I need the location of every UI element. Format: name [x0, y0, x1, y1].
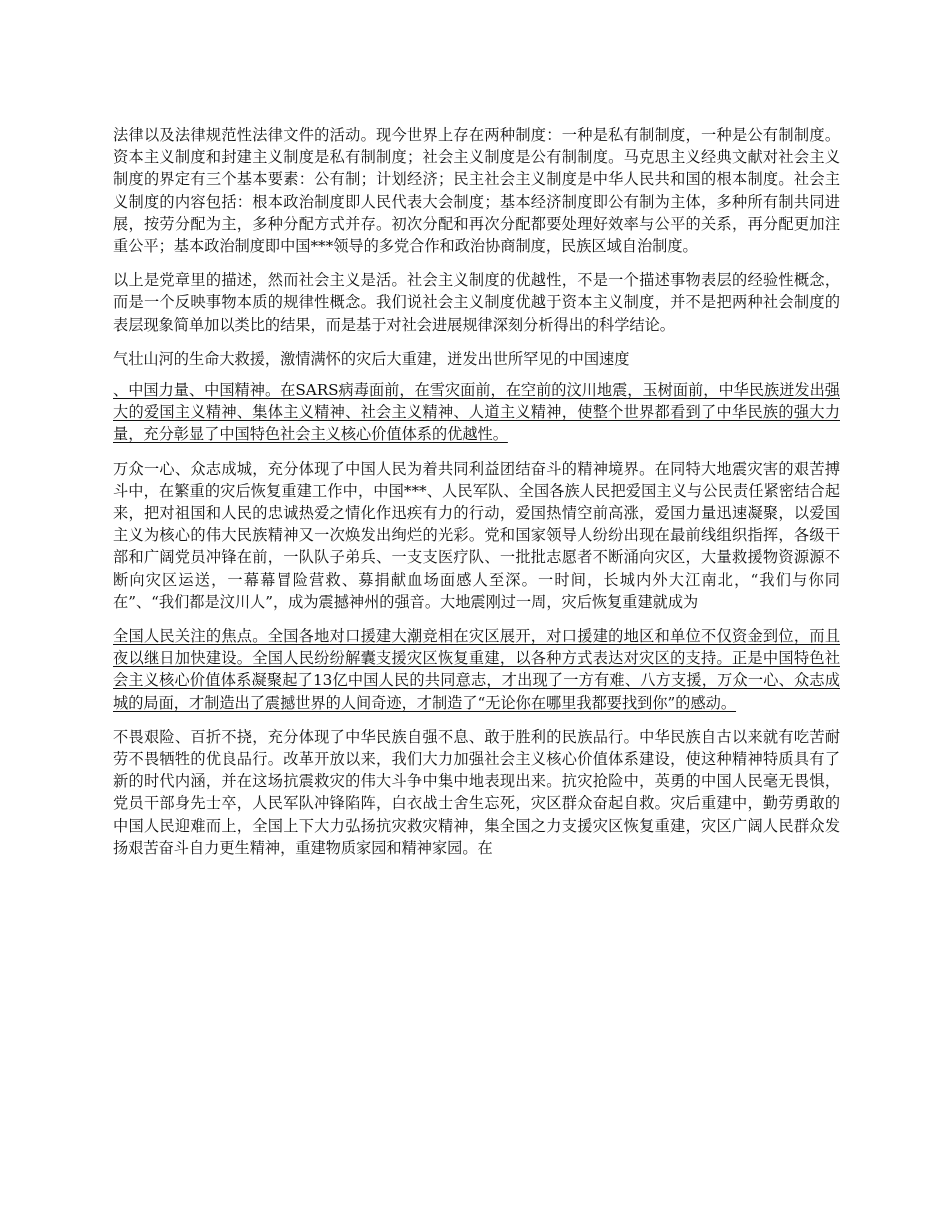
paragraph-socialist-system-definition: 法律以及法律规范性法律文件的活动。现今世界上存在两种制度：一种是私有制制度，一种是公有制制度。资本主义制度和封建主义制度是私有制制度；社会主义制度是公有制制度。马克思主义经典文献对社会主义制度的界定有三个基本要素：公有制；计划经济；民主社会主义制度是中华人民共和国的根本制度。社会主义制度的内容包括：根本政治制度即人民代表大会制度；基本经济制度即公有制为主体，多种所有制共同进展，按劳分配为主，多种分配方式并存。初次分配和再次分配都要处理好效率与公平的关系，再分配更加注重公平；基本政治制度即中国***领导的多党合作和政治协商制度，民族区域自治制度。: [113, 126, 840, 256]
document-page: [113, 124, 840, 871]
paragraph-party-constitution-description: 以上是党章里的描述，然而社会主义是活。社会主义制度的优越性，不是一个描述事物表层的经验性概念，而是一个反映事物本质的规律性概念。我们说社会主义制度优越于资本主义制度，并不是把两种社会制度的表层现象简单加以类比的结果，而是基于对社会进展规律深刻分析得出的科学结论。: [113, 271, 840, 334]
paragraph-undaunted-perseverance: 不畏艰险、百折不挠，充分体现了中华民族自强不息、敢于胜利的民族品行。中华民族自古以来就有吃苦耐劳不畏牺牲的优良品行。改革开放以来，我们大力加强社会主义核心价值体系建设，使这种精神特质具有了新的时代内涵，并在这场抗震救灾的伟大斗争中集中地表现出来。抗灾抢险中，英勇的中国人民毫无畏惧，党员干部身先士卒，人民军队冲锋陷阵，白衣战士舍生忘死，灾区群众奋起自救。灾后重建中，勤劳勇敢的中国人民迎难而上，全国上下大力弘扬抗灾救灾精神，集全国之力支援灾区恢复重建，灾区广阔人民群众发扬艰苦奋斗自力更生精神，重建物质家园和精神家园。在: [113, 727, 840, 857]
paragraph-chinese-strength-spirit: 、中国力量、中国精神。在SARS病毒面前，在雪灾面前，在空前的汶川地震，玉树面前，中华民族迸发出强大的爱国主义精神、集体主义精神、社会主义精神、人道主义精神，使整个世界都看到了中华民族的强大力量，充分彰显了中国特色社会主义核心价值体系的优越性。: [113, 381, 840, 444]
paragraph-united-as-one: 万众一心、众志成城，充分体现了中国人民为着共同利益团结奋斗的精神境界。在同特大地震灾害的艰苦搏斗中，在繁重的灾后恢复重建工作中，中国***、人民军队、全国各族人民把爱国主义与公民责任紧密结合起来，把对祖国和人民的忠诚热爱之情化作迅疾有力的行动，爱国热情空前高涨，爱国力量迅速凝聚，以爱国主义为核心的伟大民族精神又一次焕发出绚烂的光彩。党和国家领导人纷纷出现在最前线组织指挥，各级干部和广阔党员冲锋在前，一队队子弟兵、一支支医疗队、一批批志愿者不断涌向灾区，大量救援物资源源不断向灾区运送，一幕幕冒险营救、募捐献血场面感人至深。一时间，长城内外大江南北，“我们与你同在”、“我们都是汶川人”，成为震撼神州的强音。大地震刚过一周，灾后恢复重建就成为: [113, 459, 840, 611]
paragraph-national-focus-reconstruction: 全国人民关注的焦点。全国各地对口援建大潮竞相在灾区展开，对口援建的地区和单位不仅资金到位，而且夜以继日加快建设。全国人民纷纷解囊支援灾区恢复重建，以各种方式表达对灾区的支持。正是中国特色社会主义核心价值体系凝聚起了13亿中国人民的共同意志，才出现了一方有难、八方支援，万众一心、众志成城的局面，才制造出了震撼世界的人间奇迹，才制造了“无论你在哪里我都要找到你”的感动。: [113, 627, 840, 712]
paragraph-rescue-and-reconstruction-intro: 气壮山河的生命大救援，激情满怀的灾后大重建，迸发出世所罕见的中国速度: [113, 349, 630, 368]
